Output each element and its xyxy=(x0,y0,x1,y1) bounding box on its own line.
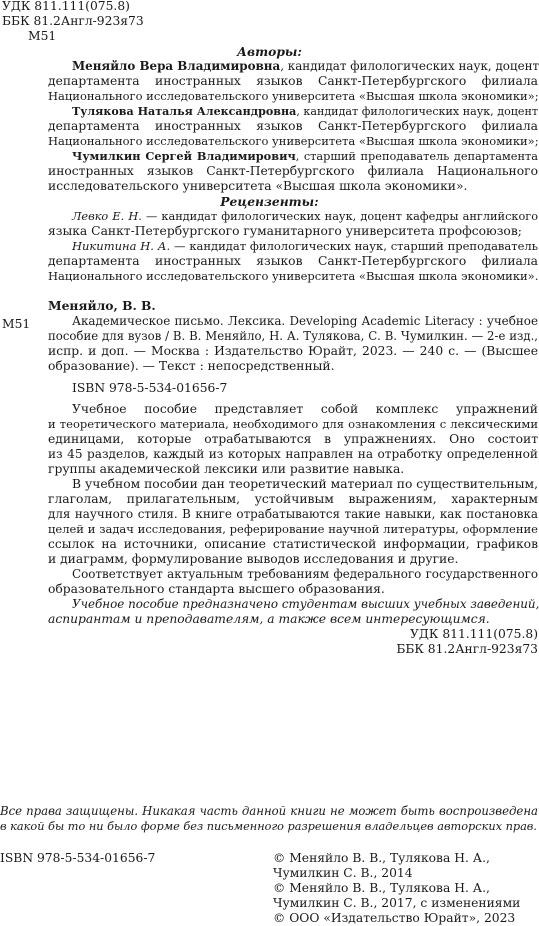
copyright-line-5: © ООО «Издательство Юрайт», 2023 xyxy=(273,911,516,925)
abstract-p1-line-5: группы академической лексики или развитие навыка. xyxy=(48,462,405,476)
author-1-line-3: Национального исследовательского университета «Высшая школа экономики»; xyxy=(48,89,539,103)
copyright-line-3: © Меняйло В. В., Тулякова Н. А., xyxy=(273,881,490,895)
reviewer-2-line-2: департамента иностранных языков Санкт-Петербургского филиала xyxy=(48,254,538,268)
reviewer-2-line-1 xyxy=(72,239,538,254)
author-1-line-2: департамента иностранных языков Санкт-Петербургского филиала xyxy=(48,74,538,88)
abstract-p2-line-2: глаголам, прилагательным, устойчивым выражениям, характерным xyxy=(48,492,538,506)
author-1-name: Меняйло Вера Владимировна xyxy=(72,59,281,73)
bbk-code-bottom: ББК 81.2Англ-923я73 xyxy=(396,642,538,656)
reviewer-1-desc: — кандидат филологических наук, доцент кафедры английского xyxy=(141,210,538,223)
author-2-desc: , кандидат филологических наук, доцент xyxy=(296,105,538,118)
bib-line-4: образование). — Текст : непосредственный. xyxy=(48,359,335,373)
abstract-p3-line-2: образовательного стандарта высшего образования. xyxy=(48,582,385,596)
bbk-code-top: ББК 81.2Англ-923я73 xyxy=(2,14,144,28)
reviewer-1-line-1 xyxy=(72,209,538,224)
isbn-record: ISBN 978-5-534-01656-7 xyxy=(72,381,228,395)
author-3-line-1 xyxy=(72,149,538,164)
author-sign-top: М51 xyxy=(28,29,57,43)
abstract-p4-line-2: аспирантам и преподавателям, а также всем интересующимся. xyxy=(48,612,490,626)
udk-code-top: УДК 811.111(075.8) xyxy=(2,0,130,13)
author-2-name: Тулякова Наталья Александровна xyxy=(72,105,297,118)
author-1-desc: , кандидат филологических наук, доцент xyxy=(280,59,539,73)
abstract-p4-line-1: Учебное пособие предназначено студентам высших учебных заведений, xyxy=(72,597,539,611)
abstract-p1-line-4: из 45 разделов, каждый из которых направлен на отработку определенной xyxy=(48,447,538,461)
reviewer-1-line-2: языка Санкт-Петербургского гуманитарного университета профсоюзов; xyxy=(48,224,522,238)
abstract-p2-line-5: ссылок на источники, описание статистической информации, графиков xyxy=(48,537,538,551)
author-sign-margin: М51 xyxy=(2,317,31,331)
copyright-line-1: © Меняйло В. В., Тулякова Н. А., xyxy=(273,851,490,865)
udk-code-bottom: УДК 811.111(075.8) xyxy=(410,627,538,641)
reviewers-heading: Рецензенты: xyxy=(220,194,319,209)
rights-line-1: Все права защищены. Никакая часть данной книги не может быть воспроизведена xyxy=(0,804,538,818)
author-2-line-3: Национального исследовательского университета «Высшая школа экономики»; xyxy=(48,134,539,148)
author-3-line-2: иностранных языков Санкт-Петербургского филиала Национального xyxy=(48,164,538,178)
copyright-line-4: Чумилкин С. В., 2017, с изменениями xyxy=(273,896,521,910)
abstract-p2-line-3: для научного стиля. В книге отрабатываются такие навыки, как постановка xyxy=(48,507,538,521)
reviewer-2-line-3: Национального исследовательского университета «Высшая школа экономики». xyxy=(48,269,539,283)
bib-line-2: пособие для вузов / В. В. Меняйло, Н. А. Тулякова, С. В. Чумилкин. — 2-е изд., xyxy=(48,329,538,343)
bib-line-3: испр. и доп. — Москва : Издательство Юрайт, 2023. — 240 с. — (Высшее xyxy=(48,344,538,358)
abstract-p1-line-1: Учебное пособие представляет собой комплекс упражнений xyxy=(72,402,538,416)
reviewer-2-name: Никитина Н. А. xyxy=(72,239,171,253)
author-2-line-1 xyxy=(72,104,538,119)
abstract-p2-line-6: и диаграмм, формулирование выводов исследования и другие. xyxy=(48,552,459,566)
author-3-desc: , старший преподаватель департамента xyxy=(295,150,538,163)
abstract-p1-line-3: единицами, которые отрабатываются в упражнениях. Оно состоит xyxy=(48,432,538,446)
abstract-p1-line-2: и теоретического материала, необходимого для ознакомления с лексическими xyxy=(48,417,538,431)
main-author-heading: Меняйло, В. В. xyxy=(48,298,156,313)
copyright-line-2: Чумилкин С. В., 2014 xyxy=(273,866,413,880)
abstract-p2-line-1: В учебном пособии дан теоретический материал по существительным, xyxy=(72,477,538,491)
abstract-p2-line-4: целей и задач исследования, реферирование научной литературы, оформление xyxy=(48,522,538,536)
reviewer-2-desc: — кандидат филологических наук, старший преподаватель xyxy=(170,239,538,253)
author-1-line-1 xyxy=(72,59,538,74)
abstract-p3-line-1: Соответствует актуальным требованиям федерального государственного xyxy=(72,567,538,581)
author-3-name: Чумилкин Сергей Владимирович xyxy=(72,149,296,163)
isbn-footer: ISBN 978-5-534-01656-7 xyxy=(0,851,156,865)
bib-line-1: Академическое письмо. Лексика. Developing Academic Literacy : учебное xyxy=(72,314,538,328)
authors-heading: Авторы: xyxy=(237,44,302,59)
author-2-line-2: департамента иностранных языков Санкт-Петербургского филиала xyxy=(48,119,538,133)
reviewer-1-name: Левко Е. Н. xyxy=(72,210,142,223)
author-3-line-3: исследовательского университета «Высшая школа экономики». xyxy=(48,179,468,193)
rights-line-2: в какой бы то ни было форме без письменного разрешения владельцев авторских прав. xyxy=(0,820,537,833)
